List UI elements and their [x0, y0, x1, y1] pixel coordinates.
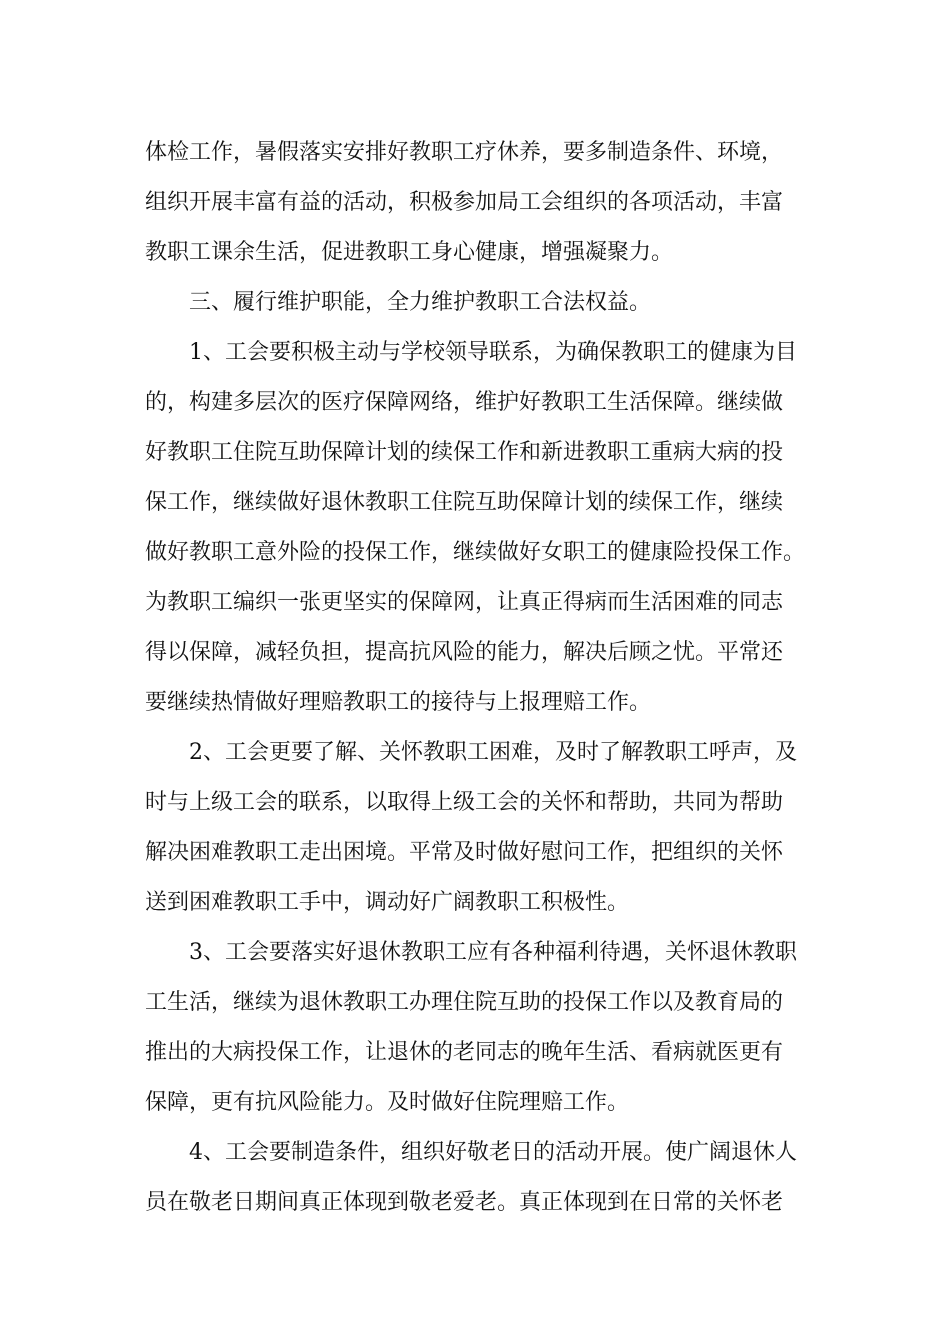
text-line: 解决困难教职工走出困境。平常及时做好慰问工作，把组织的关怀	[145, 840, 784, 865]
text-line: 教职工课余生活，促进教职工身心健康，增强凝聚力。	[145, 240, 674, 265]
section-heading: 三、履行维护职能，全力维护教职工合法权益。	[189, 290, 652, 315]
text-line: 要继续热情做好理赔教职工的接待与上报理赔工作。	[145, 690, 652, 715]
text-line: 体检工作，暑假落实安排好教职工疗休养，要多制造条件、环境，	[145, 140, 784, 165]
text-line: 时与上级工会的联系，以取得上级工会的关怀和帮助，共同为帮助	[145, 790, 784, 815]
text-line: 的，构建多层次的医疗保障网络，维护好教职工生活保障。继续做	[145, 390, 784, 415]
text-line: 为教职工编织一张更坚实的保障网，让真正得病而生活困难的同志	[145, 590, 784, 615]
text-line: 好教职工住院互助保障计划的续保工作和新进教职工重病大病的投	[145, 440, 784, 465]
paragraph-start-2: 2、工会更要了解、关怀教职工困难，及时了解教职工呼声，及	[189, 740, 797, 765]
paragraph-start-3: 3、工会要落实好退休教职工应有各种福利待遇，关怀退休教职	[189, 940, 797, 965]
text-line: 推出的大病投保工作，让退休的老同志的晚年生活、看病就医更有	[145, 1040, 784, 1065]
document-body	[145, 128, 810, 1228]
text-line: 做好教职工意外险的投保工作，继续做好女职工的健康险投保工作。	[145, 540, 806, 565]
text-line: 保障，更有抗风险能力。及时做好住院理赔工作。	[145, 1090, 630, 1115]
text-line: 工生活，继续为退休教职工办理住院互助的投保工作以及教育局的	[145, 990, 784, 1015]
paragraph-start-1: 1、工会要积极主动与学校领导联系，为确保教职工的健康为目	[189, 340, 797, 365]
text-line: 组织开展丰富有益的活动，积极参加局工会组织的各项活动，丰富	[145, 190, 784, 215]
text-line: 送到困难教职工手中，调动好广阔教职工积极性。	[145, 890, 630, 915]
text-line: 得以保障，减轻负担，提高抗风险的能力，解决后顾之忧。平常还	[145, 640, 784, 665]
text-line: 员在敬老日期间真正体现到敬老爱老。真正体现到在日常的关怀老	[145, 1190, 784, 1215]
paragraph-start-4: 4、工会要制造条件，组织好敬老日的活动开展。使广阔退休人	[189, 1140, 797, 1165]
text-line: 保工作，继续做好退休教职工住院互助保障计划的续保工作，继续	[145, 490, 784, 515]
